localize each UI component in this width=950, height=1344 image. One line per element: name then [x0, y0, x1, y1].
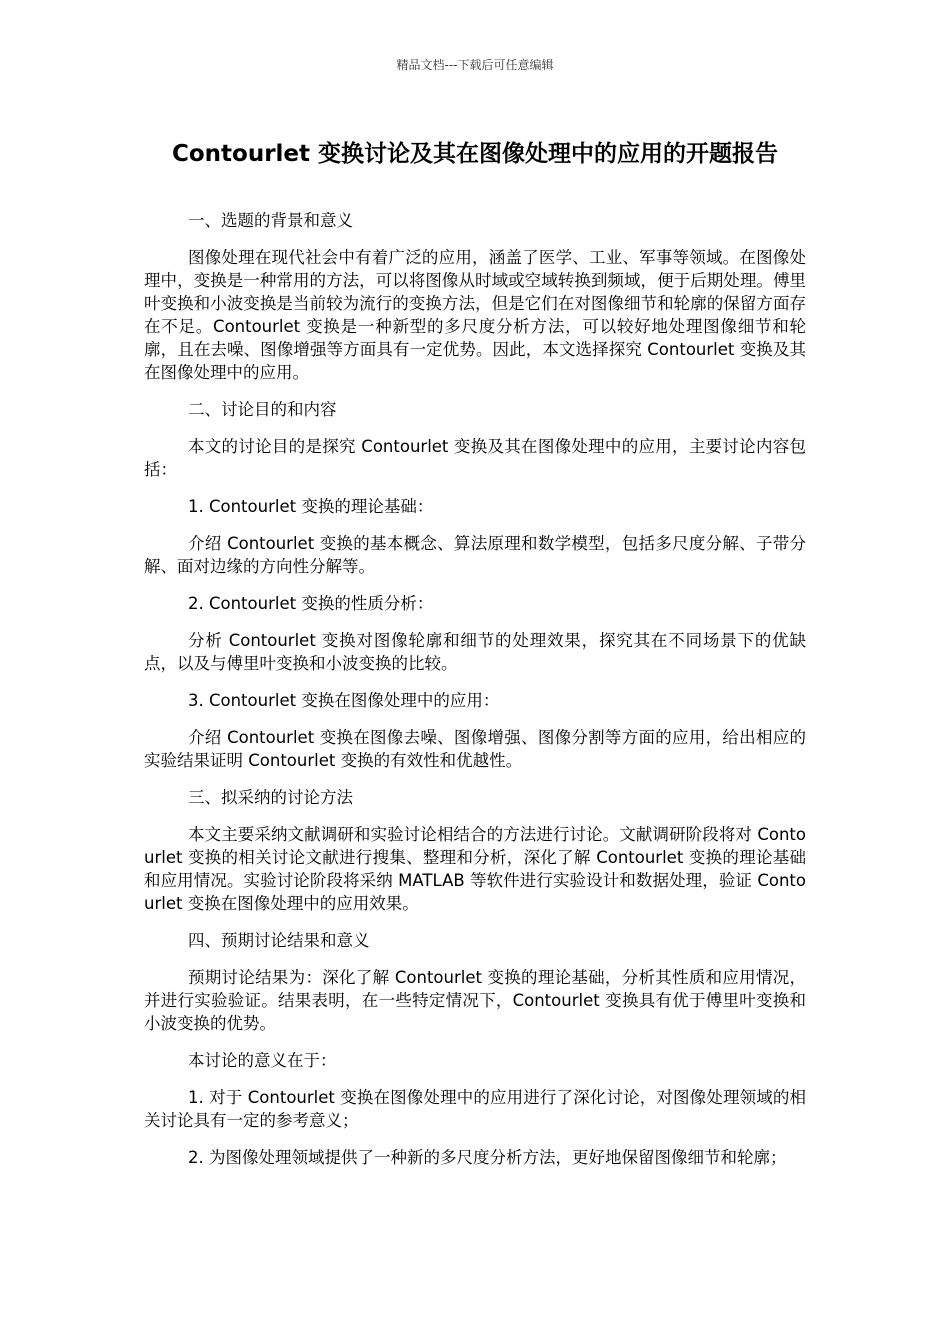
section-heading-background: 一、选题的背景和意义 — [188, 211, 353, 230]
document-body — [144, 209, 806, 1183]
section-heading-methods: 三、拟采纳的讨论方法 — [188, 788, 353, 807]
list-item-significance-2: 2. 为图像处理领域提供了一种新的多尺度分析方法，更好地保留图像细节和轮廓； — [188, 1148, 787, 1167]
section-heading-results: 四、预期讨论结果和意义 — [188, 931, 370, 950]
paragraph-results: 预期讨论结果为：深化了解 Contourlet 变换的理论基础，分析其性质和应用情况，并进行实验验证。结果表明，在一些特定情况下，Contourlet 变换具有优于傅里叶变换和小波变换的优势。 — [144, 968, 806, 1033]
paragraph-properties: 分析 Contourlet 变换对图像轮廓和细节的处理效果，探究其在不同场景下的优缺点，以及与傅里叶变换和小波变换的比较。 — [144, 631, 806, 673]
list-item-theory: 1. Contourlet 变换的理论基础： — [188, 497, 434, 516]
paragraph-background: 图像处理在现代社会中有着广泛的应用，涵盖了医学、工业、军事等领域。在图像处理中，变换是一种常用的方法，可以将图像从时域或空域转换到频域，便于后期处理。傅里叶变换和小波变换是当前较为流行的变换方法，但是它们在对图像细节和轮廓的保留方面存在不足。Contourlet 变换是一种新型的多尺度分析方法，可以较好地处理图像细节和轮廓，且在去噪、图像增强等方面具有一定优势。因此，本文选择探究 Contourlet 变换及其在图像处理中的应用。 — [144, 248, 806, 382]
paragraph-applications: 介绍 Contourlet 变换在图像去噪、图像增强、图像分割等方面的应用，给出相应的实验结果证明 Contourlet 变换的有效性和优越性。 — [144, 728, 806, 770]
document-title: Contourlet 变换讨论及其在图像处理中的应用的开题报告 — [171, 141, 779, 167]
list-item-applications: 3. Contourlet 变换在图像处理中的应用： — [188, 691, 500, 710]
list-item-properties: 2. Contourlet 变换的性质分析： — [188, 594, 434, 613]
paragraph-theory: 介绍 Contourlet 变换的基本概念、算法原理和数学模型，包括多尺度分解、子带分解、面对边缘的方向性分解等。 — [144, 534, 806, 576]
section-heading-goals: 二、讨论目的和内容 — [188, 400, 337, 419]
paragraph-methods: 本文主要采纳文献调研和实验讨论相结合的方法进行讨论。文献调研阶段将对 Contourlet 变换的相关讨论文献进行搜集、整理和分析，深化了解 Contourlet 变换的理论基础和应用情况。实验讨论阶段将采纳 MATLAB 等软件进行实验设计和数据处理，验证 Contourlet 变换在图像处理中的应用效果。 — [144, 825, 806, 913]
list-item-significance-1: 1. 对于 Contourlet 变换在图像处理中的应用进行了深化讨论，对图像处理领域的相关讨论具有一定的参考意义； — [144, 1088, 806, 1130]
paragraph-significance-intro: 本讨论的意义在于： — [188, 1051, 337, 1070]
paragraph-goals-intro: 本文的讨论目的是探究 Contourlet 变换及其在图像处理中的应用，主要讨论内容包括： — [144, 437, 806, 479]
header-note: 精品文档---下载后可任意编辑 — [396, 58, 554, 72]
